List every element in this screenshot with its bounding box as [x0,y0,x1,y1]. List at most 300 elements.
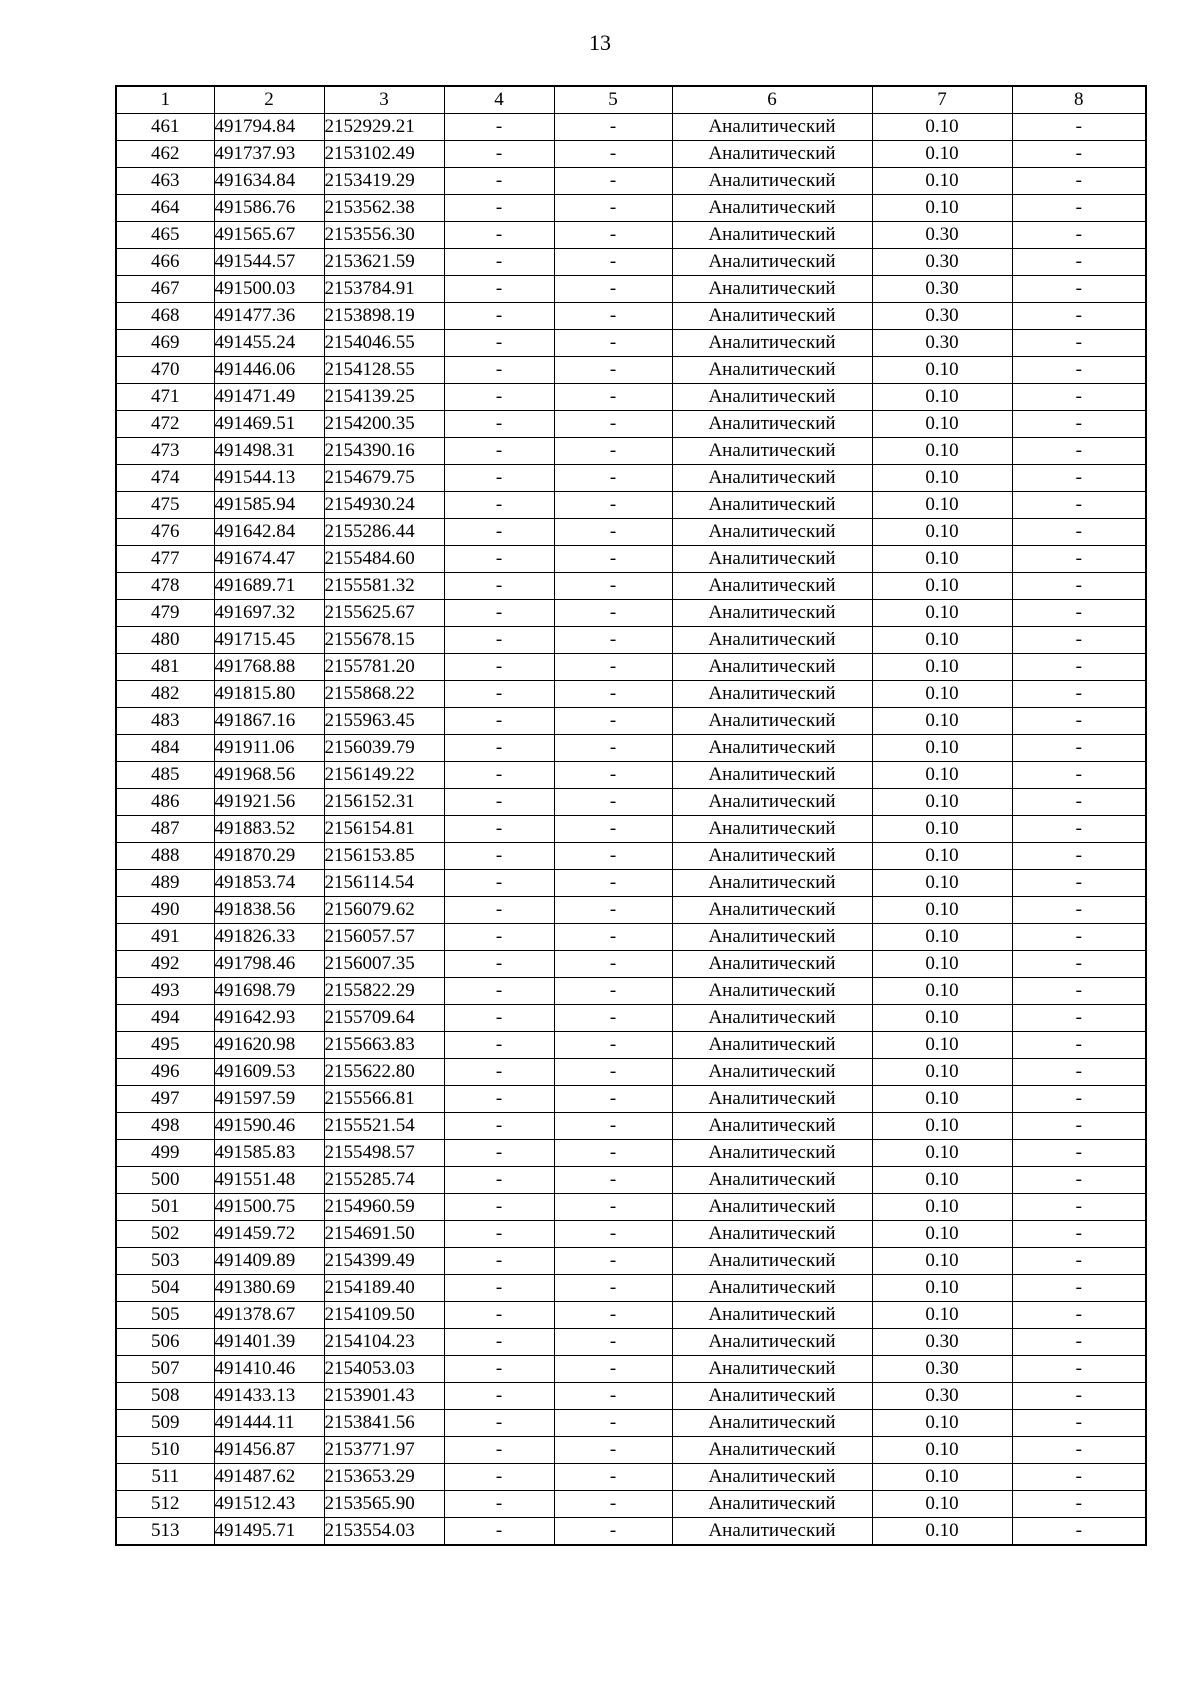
method-cell: Аналитический [672,681,872,708]
column-4-cell: - [444,1437,554,1464]
method-cell: Аналитический [672,708,872,735]
table-row [116,897,1146,924]
column-4-cell: - [444,546,554,573]
column-5-cell: - [554,114,672,141]
column-4-cell: - [444,1383,554,1410]
column-5-cell: - [554,303,672,330]
x-coordinate-cell: 491469.51 [214,411,324,438]
column-5-cell: - [554,1437,672,1464]
x-coordinate-cell: 491815.80 [214,681,324,708]
x-coordinate-cell: 491870.29 [214,843,324,870]
accuracy-cell: 0.10 [872,195,1012,222]
point-number-cell: 505 [116,1302,214,1329]
point-number-cell: 465 [116,222,214,249]
method-cell: Аналитический [672,978,872,1005]
method-cell: Аналитический [672,114,872,141]
table-row [116,1086,1146,1113]
x-coordinate-cell: 491715.45 [214,627,324,654]
accuracy-cell: 0.10 [872,1464,1012,1491]
method-cell: Аналитический [672,519,872,546]
x-coordinate-cell: 491585.94 [214,492,324,519]
method-cell: Аналитический [672,465,872,492]
column-5-cell: - [554,1086,672,1113]
method-cell: Аналитический [672,357,872,384]
accuracy-cell: 0.10 [872,1248,1012,1275]
column-8-cell: - [1012,1518,1146,1546]
y-coordinate-cell: 2156039.79 [324,735,444,762]
accuracy-cell: 0.30 [872,222,1012,249]
column-5-cell: - [554,708,672,735]
x-coordinate-cell: 491495.71 [214,1518,324,1546]
column-8-cell: - [1012,1302,1146,1329]
point-number-cell: 498 [116,1113,214,1140]
point-number-cell: 461 [116,114,214,141]
x-coordinate-cell: 491551.48 [214,1167,324,1194]
accuracy-cell: 0.10 [872,681,1012,708]
column-8-cell: - [1012,1437,1146,1464]
x-coordinate-cell: 491585.83 [214,1140,324,1167]
column-4-cell: - [444,141,554,168]
column-5-cell: - [554,1329,672,1356]
column-8-cell: - [1012,735,1146,762]
x-coordinate-cell: 491689.71 [214,573,324,600]
point-number-cell: 509 [116,1410,214,1437]
column-8-cell: - [1012,1059,1146,1086]
x-coordinate-cell: 491565.67 [214,222,324,249]
column-4-cell: - [444,951,554,978]
point-number-cell: 500 [116,1167,214,1194]
column-5-cell: - [554,951,672,978]
accuracy-cell: 0.10 [872,1140,1012,1167]
accuracy-cell: 0.10 [872,897,1012,924]
x-coordinate-cell: 491642.84 [214,519,324,546]
accuracy-cell: 0.10 [872,357,1012,384]
y-coordinate-cell: 2153554.03 [324,1518,444,1546]
y-coordinate-cell: 2156079.62 [324,897,444,924]
column-4-cell: - [444,1491,554,1518]
method-cell: Аналитический [672,897,872,924]
column-4-cell: - [444,195,554,222]
table-row [116,276,1146,303]
accuracy-cell: 0.10 [872,735,1012,762]
table-row [116,1302,1146,1329]
point-number-cell: 512 [116,1491,214,1518]
table-row [116,1464,1146,1491]
y-coordinate-cell: 2153565.90 [324,1491,444,1518]
y-coordinate-cell: 2155963.45 [324,708,444,735]
point-number-cell: 483 [116,708,214,735]
column-5-cell: - [554,627,672,654]
accuracy-cell: 0.10 [872,168,1012,195]
method-cell: Аналитический [672,843,872,870]
point-number-cell: 468 [116,303,214,330]
y-coordinate-cell: 2153653.29 [324,1464,444,1491]
x-coordinate-cell: 491911.06 [214,735,324,762]
column-8-cell: - [1012,249,1146,276]
accuracy-cell: 0.10 [872,978,1012,1005]
method-cell: Аналитический [672,1275,872,1302]
x-coordinate-cell: 491471.49 [214,384,324,411]
column-5-cell: - [554,789,672,816]
method-cell: Аналитический [672,1059,872,1086]
y-coordinate-cell: 2154960.59 [324,1194,444,1221]
column-5-cell: - [554,1302,672,1329]
y-coordinate-cell: 2154109.50 [324,1302,444,1329]
point-number-cell: 491 [116,924,214,951]
column-4-cell: - [444,1059,554,1086]
point-number-cell: 475 [116,492,214,519]
x-coordinate-cell: 491768.88 [214,654,324,681]
accuracy-cell: 0.30 [872,249,1012,276]
table-row [116,1491,1146,1518]
x-coordinate-cell: 491433.13 [214,1383,324,1410]
method-cell: Аналитический [672,789,872,816]
accuracy-cell: 0.10 [872,924,1012,951]
column-4-cell: - [444,735,554,762]
y-coordinate-cell: 2153898.19 [324,303,444,330]
table-row [116,249,1146,276]
y-coordinate-cell: 2153621.59 [324,249,444,276]
column-4-cell: - [444,1140,554,1167]
method-cell: Аналитический [672,1032,872,1059]
method-cell: Аналитический [672,276,872,303]
accuracy-cell: 0.10 [872,1221,1012,1248]
table-row [116,1113,1146,1140]
column-4-cell: - [444,114,554,141]
column-8-cell: - [1012,1329,1146,1356]
column-5-cell: - [554,1356,672,1383]
point-number-cell: 466 [116,249,214,276]
column-4-cell: - [444,1221,554,1248]
column-4-cell: - [444,519,554,546]
method-cell: Аналитический [672,816,872,843]
method-cell: Аналитический [672,1248,872,1275]
table-header-row [116,86,1146,114]
column-5-cell: - [554,222,672,249]
y-coordinate-cell: 2154104.23 [324,1329,444,1356]
column-8-cell: - [1012,1086,1146,1113]
method-cell: Аналитический [672,1410,872,1437]
point-number-cell: 487 [116,816,214,843]
table-row [116,141,1146,168]
accuracy-cell: 0.30 [872,330,1012,357]
accuracy-cell: 0.10 [872,1410,1012,1437]
y-coordinate-cell: 2155498.57 [324,1140,444,1167]
column-4-cell: - [444,492,554,519]
table-row [116,222,1146,249]
column-5-cell: - [554,1113,672,1140]
method-cell: Аналитический [672,1194,872,1221]
table-row [116,1059,1146,1086]
accuracy-cell: 0.10 [872,1437,1012,1464]
point-number-cell: 507 [116,1356,214,1383]
table-row [116,357,1146,384]
column-8-cell: - [1012,1248,1146,1275]
column-5-cell: - [554,978,672,1005]
column-5-cell: - [554,816,672,843]
x-coordinate-cell: 491444.11 [214,1410,324,1437]
point-number-cell: 504 [116,1275,214,1302]
y-coordinate-cell: 2155285.74 [324,1167,444,1194]
point-number-cell: 502 [116,1221,214,1248]
point-number-cell: 480 [116,627,214,654]
coordinates-table [115,85,1147,1546]
method-cell: Аналитический [672,1437,872,1464]
column-8-cell: - [1012,870,1146,897]
x-coordinate-cell: 491544.13 [214,465,324,492]
accuracy-cell: 0.10 [872,843,1012,870]
column-5-cell: - [554,411,672,438]
column-8-cell: - [1012,1194,1146,1221]
column-5-cell: - [554,1140,672,1167]
y-coordinate-cell: 2153771.97 [324,1437,444,1464]
column-5-cell: - [554,1491,672,1518]
x-coordinate-cell: 491620.98 [214,1032,324,1059]
column-4-cell: - [444,681,554,708]
accuracy-cell: 0.10 [872,1113,1012,1140]
y-coordinate-cell: 2155709.64 [324,1005,444,1032]
method-cell: Аналитический [672,951,872,978]
method-cell: Аналитический [672,627,872,654]
x-coordinate-cell: 491446.06 [214,357,324,384]
method-cell: Аналитический [672,492,872,519]
y-coordinate-cell: 2154691.50 [324,1221,444,1248]
table-row [116,1410,1146,1437]
accuracy-cell: 0.30 [872,1383,1012,1410]
table-row [116,168,1146,195]
point-number-cell: 510 [116,1437,214,1464]
column-4-cell: - [444,1302,554,1329]
x-coordinate-cell: 491853.74 [214,870,324,897]
y-coordinate-cell: 2154189.40 [324,1275,444,1302]
column-8-cell: - [1012,1491,1146,1518]
column-4-cell: - [444,438,554,465]
method-cell: Аналитический [672,303,872,330]
x-coordinate-cell: 491826.33 [214,924,324,951]
y-coordinate-cell: 2156114.54 [324,870,444,897]
column-4-cell: - [444,843,554,870]
column-8-cell: - [1012,762,1146,789]
x-coordinate-cell: 491544.57 [214,249,324,276]
accuracy-cell: 0.10 [872,1194,1012,1221]
column-4-cell: - [444,654,554,681]
method-cell: Аналитический [672,1329,872,1356]
x-coordinate-cell: 491642.93 [214,1005,324,1032]
point-number-cell: 490 [116,897,214,924]
x-coordinate-cell: 491498.31 [214,438,324,465]
column-4-cell: - [444,249,554,276]
column-8-cell: - [1012,1113,1146,1140]
table-row [116,1167,1146,1194]
table-row [116,1221,1146,1248]
accuracy-cell: 0.10 [872,384,1012,411]
column-4-cell: - [444,465,554,492]
point-number-cell: 464 [116,195,214,222]
point-number-cell: 474 [116,465,214,492]
x-coordinate-cell: 491968.56 [214,762,324,789]
column-5-cell: - [554,1221,672,1248]
column-header: 7 [872,86,1012,114]
column-5-cell: - [554,1410,672,1437]
method-cell: Аналитический [672,1302,872,1329]
table-row [116,789,1146,816]
point-number-cell: 477 [116,546,214,573]
column-5-cell: - [554,492,672,519]
table-row [116,1032,1146,1059]
point-number-cell: 506 [116,1329,214,1356]
column-8-cell: - [1012,1383,1146,1410]
accuracy-cell: 0.10 [872,573,1012,600]
column-5-cell: - [554,519,672,546]
column-8-cell: - [1012,708,1146,735]
column-4-cell: - [444,1113,554,1140]
accuracy-cell: 0.30 [872,303,1012,330]
y-coordinate-cell: 2154390.16 [324,438,444,465]
column-8-cell: - [1012,465,1146,492]
accuracy-cell: 0.10 [872,141,1012,168]
point-number-cell: 511 [116,1464,214,1491]
accuracy-cell: 0.10 [872,1491,1012,1518]
point-number-cell: 488 [116,843,214,870]
x-coordinate-cell: 491634.84 [214,168,324,195]
y-coordinate-cell: 2156154.81 [324,816,444,843]
point-number-cell: 478 [116,573,214,600]
y-coordinate-cell: 2155622.80 [324,1059,444,1086]
column-4-cell: - [444,303,554,330]
column-4-cell: - [444,1356,554,1383]
accuracy-cell: 0.10 [872,1086,1012,1113]
method-cell: Аналитический [672,1005,872,1032]
column-8-cell: - [1012,1221,1146,1248]
accuracy-cell: 0.10 [872,438,1012,465]
column-5-cell: - [554,1464,672,1491]
x-coordinate-cell: 491921.56 [214,789,324,816]
column-8-cell: - [1012,1275,1146,1302]
x-coordinate-cell: 491401.39 [214,1329,324,1356]
x-coordinate-cell: 491409.89 [214,1248,324,1275]
column-5-cell: - [554,924,672,951]
y-coordinate-cell: 2155566.81 [324,1086,444,1113]
y-coordinate-cell: 2154053.03 [324,1356,444,1383]
accuracy-cell: 0.30 [872,276,1012,303]
table-row [116,1518,1146,1546]
y-coordinate-cell: 2154200.35 [324,411,444,438]
column-5-cell: - [554,384,672,411]
y-coordinate-cell: 2153556.30 [324,222,444,249]
y-coordinate-cell: 2153419.29 [324,168,444,195]
column-8-cell: - [1012,519,1146,546]
column-5-cell: - [554,897,672,924]
table-row [116,1275,1146,1302]
method-cell: Аналитический [672,384,872,411]
table-row [116,195,1146,222]
column-8-cell: - [1012,303,1146,330]
accuracy-cell: 0.10 [872,600,1012,627]
column-8-cell: - [1012,627,1146,654]
table-row [116,681,1146,708]
table-row [116,708,1146,735]
table-row [116,330,1146,357]
accuracy-cell: 0.10 [872,1275,1012,1302]
accuracy-cell: 0.10 [872,1005,1012,1032]
point-number-cell: 501 [116,1194,214,1221]
y-coordinate-cell: 2153841.56 [324,1410,444,1437]
column-8-cell: - [1012,195,1146,222]
column-8-cell: - [1012,1410,1146,1437]
table-row [116,951,1146,978]
column-4-cell: - [444,1518,554,1546]
point-number-cell: 493 [116,978,214,1005]
y-coordinate-cell: 2154128.55 [324,357,444,384]
column-8-cell: - [1012,1140,1146,1167]
y-coordinate-cell: 2155663.83 [324,1032,444,1059]
method-cell: Аналитический [672,1086,872,1113]
column-header: 1 [116,86,214,114]
column-4-cell: - [444,1464,554,1491]
x-coordinate-cell: 491798.46 [214,951,324,978]
point-number-cell: 476 [116,519,214,546]
table-row [116,465,1146,492]
method-cell: Аналитический [672,1167,872,1194]
x-coordinate-cell: 491867.16 [214,708,324,735]
column-5-cell: - [554,843,672,870]
table-body [116,114,1146,1546]
column-5-cell: - [554,465,672,492]
point-number-cell: 499 [116,1140,214,1167]
point-number-cell: 462 [116,141,214,168]
accuracy-cell: 0.10 [872,789,1012,816]
method-cell: Аналитический [672,222,872,249]
column-5-cell: - [554,870,672,897]
method-cell: Аналитический [672,762,872,789]
column-8-cell: - [1012,1032,1146,1059]
point-number-cell: 492 [116,951,214,978]
column-8-cell: - [1012,168,1146,195]
x-coordinate-cell: 491698.79 [214,978,324,1005]
x-coordinate-cell: 491609.53 [214,1059,324,1086]
column-4-cell: - [444,1248,554,1275]
column-4-cell: - [444,168,554,195]
x-coordinate-cell: 491586.76 [214,195,324,222]
x-coordinate-cell: 491487.62 [214,1464,324,1491]
y-coordinate-cell: 2156153.85 [324,843,444,870]
column-5-cell: - [554,195,672,222]
x-coordinate-cell: 491410.46 [214,1356,324,1383]
column-5-cell: - [554,573,672,600]
y-coordinate-cell: 2156152.31 [324,789,444,816]
column-4-cell: - [444,330,554,357]
method-cell: Аналитический [672,1113,872,1140]
y-coordinate-cell: 2154139.25 [324,384,444,411]
point-number-cell: 489 [116,870,214,897]
column-8-cell: - [1012,654,1146,681]
y-coordinate-cell: 2155581.32 [324,573,444,600]
column-8-cell: - [1012,357,1146,384]
method-cell: Аналитический [672,195,872,222]
accuracy-cell: 0.10 [872,519,1012,546]
point-number-cell: 485 [116,762,214,789]
method-cell: Аналитический [672,1464,872,1491]
column-4-cell: - [444,1086,554,1113]
point-number-cell: 513 [116,1518,214,1546]
column-header: 4 [444,86,554,114]
table-row [116,114,1146,141]
method-cell: Аналитический [672,249,872,276]
column-8-cell: - [1012,411,1146,438]
accuracy-cell: 0.10 [872,951,1012,978]
accuracy-cell: 0.10 [872,1059,1012,1086]
table-row [116,1140,1146,1167]
